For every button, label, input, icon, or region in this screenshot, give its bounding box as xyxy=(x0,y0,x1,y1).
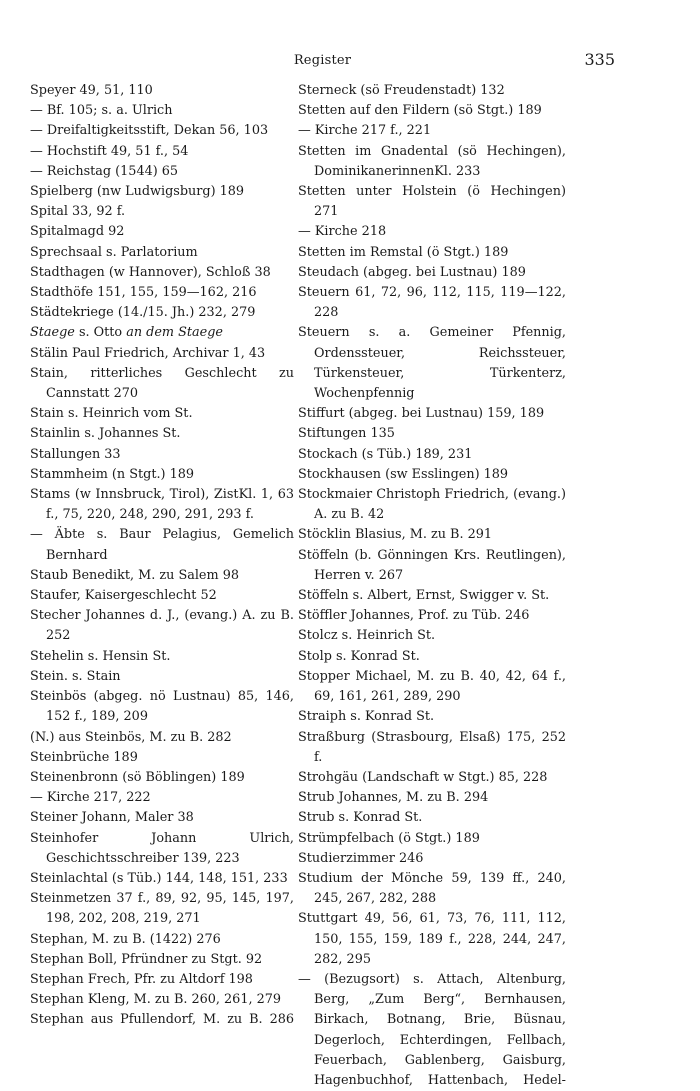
index-entry: Studierzimmer 246 xyxy=(298,850,424,866)
index-entry: Spitalmagd 92 xyxy=(30,224,125,240)
staege-ref: s. Otto xyxy=(74,325,127,341)
index-entry: Straiph s. Konrad St. xyxy=(298,709,435,725)
index-entry: Stetten im Gnadental (sö Hechingen), DominikanerinnenKl. 233 xyxy=(298,143,566,179)
index-entry: Steinmetzen 37 f., 89, 92, 95, 145, 197, 198, 202, 208, 219, 271 xyxy=(30,891,294,927)
index-entry: Stiftungen 135 xyxy=(298,426,395,442)
index-entry: Stams (w Innsbruck, Tirol), ZistKl. 1, 63 f., 75, 220, 248, 290, 291, 293 f. xyxy=(30,487,294,523)
index-entry-staege xyxy=(30,323,294,343)
index-entry: Steinlachtal (s Tüb.) 144, 148, 151, 233 xyxy=(30,870,288,886)
index-entry: Stolp s. Konrad St. xyxy=(298,648,420,664)
index-entry: Stephan Frech, Pfr. zu Altdorf 198 xyxy=(30,971,253,987)
index-entry: Stammheim (n Stgt.) 189 xyxy=(30,466,195,482)
running-title: Register xyxy=(293,53,352,68)
index-entry: — Kirche 218 xyxy=(298,224,387,240)
index-entry: Stephan, M. zu B. (1422) 276 xyxy=(30,931,221,947)
index-entry: Stein. s. Stain xyxy=(30,668,121,684)
index-entry: Steinbrüche 189 xyxy=(30,749,138,765)
index-entry: — Kirche 217, 222 xyxy=(30,790,151,806)
index-entry: Stadthagen (w Hannover), Schloß 38 xyxy=(30,264,271,280)
index-entry: Steuern 61, 72, 96, 112, 115, 119—122, 228 xyxy=(298,285,566,321)
index-entry: Stöffeln s. Albert, Ernst, Swigger v. St. xyxy=(298,588,550,604)
index-entry: (N.) aus Steinbös, M. zu B. 282 xyxy=(30,729,232,745)
index-column-left xyxy=(30,81,300,1031)
index-entry: — Äbte s. Baur Pelagius, Gemelich Bernhard xyxy=(30,527,294,563)
index-entry: — Reichstag (1544) 65 xyxy=(30,163,179,179)
staege-headword: Staege xyxy=(30,325,75,341)
index-entry: Stehelin s. Hensin St. xyxy=(30,648,171,664)
index-entry: Steinhofer Johann Ulrich, Geschichtsschreiber 139, 223 xyxy=(30,830,294,866)
index-entry: — (Bezugsort) s. Attach, Altenburg, Berg, „Zum Berg“, Bernhausen, Birkach, Botnang, Brie, Büsnau, Degerloch, Echterdingen, Fellbach, Feuerbach, Gablenberg, Gaisburg, Hagenbuchhof, Hattenbach, Hedel- xyxy=(298,971,566,1088)
index-entry: Stopper Michael, M. zu B. 40, 42, 64 f., 69, 161, 261, 289, 290 xyxy=(298,668,566,705)
index-entry: Stiffurt (abgeg. bei Lustnau) 159, 189 xyxy=(298,406,545,422)
index-entry: Steudach (abgeg. bei Lustnau) 189 xyxy=(298,264,526,280)
index-entry: Stockmaier Christoph Friedrich, (evang.) A. zu B. 42 xyxy=(298,487,566,523)
index-entry: Städtekriege (14./15. Jh.) 232, 279 xyxy=(30,305,256,321)
index-entry: Stadthöfe 151, 155, 159—162, 216 xyxy=(30,285,257,301)
index-entry: Stetten im Remstal (ö Stgt.) 189 xyxy=(298,244,509,260)
index-entry: Strub s. Konrad St. xyxy=(298,810,423,826)
index-entry: Staub Benedikt, M. zu Salem 98 xyxy=(30,567,239,583)
index-entry: Stetten unter Holstein (ö Hechingen) 271 xyxy=(298,184,566,220)
index-entry: Staufer, Kaisergeschlecht 52 xyxy=(30,588,217,604)
index-entry: Steinenbronn (sö Böblingen) 189 xyxy=(30,769,245,785)
index-entry: Stockach (s Tüb.) 189, 231 xyxy=(298,446,473,462)
index-entry: — Kirche 217 f., 221 xyxy=(298,123,432,139)
index-entry: Stain s. Heinrich vom St. xyxy=(30,406,193,422)
index-entry: — Bf. 105; s. a. Ulrich xyxy=(30,103,173,119)
index-entry: Stolcz s. Heinrich St. xyxy=(298,628,436,644)
index-entry: Stecher Johannes d. J., (evang.) A. zu B. 252 xyxy=(30,608,294,644)
index-entry: Stallungen 33 xyxy=(30,446,121,462)
index-entry: Stockhausen (sw Esslingen) 189 xyxy=(298,466,509,482)
index-entry: Stephan Kleng, M. zu B. 260, 261, 279 xyxy=(30,992,282,1008)
index-entry: Stälin Paul Friedrich, Archivar 1, 43 xyxy=(30,345,266,361)
index-entry: Stöcklin Blasius, M. zu B. 291 xyxy=(298,527,493,543)
index-entry: Steiner Johann, Maler 38 xyxy=(30,810,194,826)
index-entry: — Dreifaltigkeitsstift, Dekan 56, 103 xyxy=(30,123,269,139)
index-entry: Stöffeln (b. Gönningen Krs. Reutlingen), Herren v. 267 xyxy=(298,547,566,583)
index-entry: Stetten auf den Fildern (sö Stgt.) 189 xyxy=(298,103,542,119)
index-entry: Strohgäu (Landschaft w Stgt.) 85, 228 xyxy=(298,769,548,785)
index-entry: Stuttgart 49, 56, 61, 73, 76, 111, 112, 150, 155, 159, 189 f., 228, 244, 247, 282, 295 xyxy=(298,911,566,967)
page-header xyxy=(30,50,615,72)
index-entry: Strub Johannes, M. zu B. 294 xyxy=(298,790,489,806)
page-number: 335 xyxy=(584,50,615,69)
index-entry: Strümpfelbach (ö Stgt.) 189 xyxy=(298,830,480,846)
index-entry: Straßburg (Strasbourg, Elsaß) 175, 252 f. xyxy=(298,729,566,765)
index-entry: Stain, ritterliches Geschlecht zu Cannstatt 270 xyxy=(30,365,294,402)
index-entry: Stainlin s. Johannes St. xyxy=(30,426,181,442)
index-entry: Sterneck (sö Freudenstadt) 132 xyxy=(298,83,505,98)
index-entry: Stephan aus Pfullendorf, M. zu B. 286 xyxy=(30,1012,294,1028)
index-entry: Sprechsaal s. Parlatorium xyxy=(30,244,198,260)
index-column-right xyxy=(298,81,566,1091)
index-entry: Studium der Mönche 59, 139 ff., 240, 245, 267, 282, 288 xyxy=(298,870,566,907)
index-entry: — Hochstift 49, 51 f., 54 xyxy=(30,143,189,159)
index-entry: Stöffler Johannes, Prof. zu Tüb. 246 xyxy=(298,608,530,624)
index-entry: Speyer 49, 51, 110 xyxy=(30,83,153,98)
index-entry: Stephan Boll, Pfründner zu Stgt. 92 xyxy=(30,951,263,967)
index-entry: Spital 33, 92 f. xyxy=(30,204,126,220)
index-entry: Spielberg (nw Ludwigsburg) 189 xyxy=(30,184,245,200)
staege-target: an dem Staege xyxy=(126,325,224,341)
index-entry: Steinbös (abgeg. nö Lustnau) 85, 146, 152 f., 189, 209 xyxy=(30,689,294,725)
index-entry: Steuern s. a. Gemeiner Pfennig, Ordenssteuer, Reichssteuer, Türkensteuer, Türkenterz, Wochenpfennig xyxy=(298,325,566,402)
